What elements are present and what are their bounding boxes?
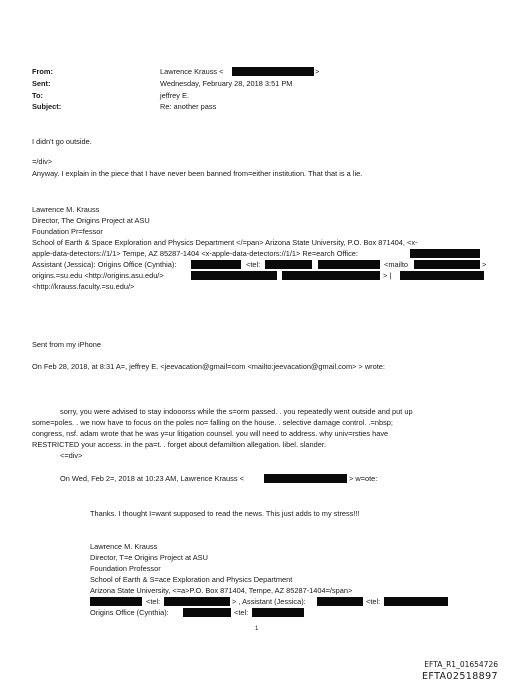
sent-value: Wednesday, February 28, 2018 3:51 PM (160, 79, 293, 88)
redaction-block (384, 597, 448, 606)
signature-line: Arizona State University, <=a>P.O. Box 871404, Tempe, AZ 85287-1404=/span> (90, 586, 353, 595)
redaction-block (414, 260, 480, 269)
redaction-block (317, 597, 363, 606)
signature-line: Foundation Professor (90, 564, 161, 573)
quote-header: On Wed, Feb 2=, 2018 at 10:23 AM, Lawrence Krauss < (60, 474, 244, 483)
from-label: From: (32, 67, 53, 76)
signature-line: School of Earth & S=ace Exploration and Physics Department (90, 575, 293, 584)
bates-number: EFTA02518897 (421, 671, 498, 682)
redaction-block (191, 260, 241, 269)
redaction-block (252, 608, 304, 617)
from-close: > (315, 67, 320, 76)
redaction-block (191, 271, 277, 280)
signature-line: Lawrence M. Krauss (32, 205, 100, 214)
to-value: jeffrey E. (160, 91, 190, 100)
signature-line: Director, T=e Origins Project at ASU (90, 553, 208, 562)
quote-header: > w=ote: (349, 474, 378, 483)
quote-line: sorry, you were advised to stay indooorss while the s=orm passed. . you repeatedly went outside and put up (60, 407, 413, 416)
from-value: Lawrence Krauss < (160, 67, 224, 76)
signature-line: Foundation Pr=fessor (32, 227, 103, 236)
signature-line: apple-data-detectors://1/1> Tempe, AZ 85287-1404 <x-apple-data-detectors://1/1> Re=earch Office: (32, 249, 358, 258)
redaction-block (318, 260, 380, 269)
signature-line: <tel: (246, 260, 261, 269)
signature-line: Director, The Origins Project at ASU (32, 216, 150, 225)
signature-line: Origins Office (Cynthia): (90, 608, 169, 617)
bates-number: EFTA_R1_01654726 (424, 660, 498, 669)
signature-line: <tel: (234, 608, 249, 617)
signature-line: <mailto (384, 260, 409, 269)
signature-line: School of Earth & Space Exploration and Physics Department </=pan> Arizona State University, P.O. Box 871404, <x- (32, 238, 418, 247)
signature-line: > | (383, 271, 392, 280)
redaction-block (164, 597, 230, 606)
quote-line: congress, nsf. adam wrote that he was y=ur litigation counsel. you will need to address. why univ=rsties have (32, 429, 389, 438)
signature-line: > , Assistant (Jessica): (232, 597, 306, 606)
quote-line: some=poles. . we now have to focus on the poles no= falling on the house. . selective damage control. .=nbsp; (32, 418, 393, 427)
sent-label: Sent: (32, 79, 51, 88)
redaction-block (282, 271, 380, 280)
quote-line: RESTRICTED your access. in the pa=t. . forget about defamiltion allegation. libel. slander. (32, 440, 326, 449)
redaction-block (183, 608, 231, 617)
body-line: =/div> (32, 157, 53, 166)
body-line: Anyway. I explain in the piece that I have never been banned from=either institution. That that is a lie. (32, 169, 363, 178)
signature-line: Assistant (Jessica): Origins Office (Cynthia): (32, 260, 177, 269)
signature-line: origins.=su.edu <http://origins.asu.edu/> (32, 271, 164, 280)
quote-header: On Feb 28, 2018, at 8:31 A=, jeffrey E. <jeevacation@gmail=com <mailto:jeevacation@gmail.com> > wrote: (32, 362, 385, 371)
quote-line: Thanks. I thought I=want supposed to read the news. This just adds to my stress!!! (90, 509, 360, 518)
subject-label: Subject: (32, 102, 62, 111)
body-line: I didn't go outside. (32, 137, 92, 146)
signature-line: <tel: (146, 597, 161, 606)
signature-line: <http://krauss.faculty.=su.edu/> (32, 282, 135, 291)
page-number: 1 (255, 626, 259, 632)
redaction-block (90, 597, 142, 606)
subject-value: Re: another pass (160, 102, 217, 111)
redaction-block (264, 474, 347, 483)
to-label: To: (32, 91, 43, 100)
signature-line: Lawrence M. Krauss (90, 542, 158, 551)
redaction-block (232, 67, 314, 76)
redaction-block (400, 271, 484, 280)
quote-line: <=div> (60, 451, 83, 460)
signature-line: <tel: (366, 597, 381, 606)
signature-line: > (482, 260, 487, 269)
redaction-block (410, 249, 480, 258)
sent-from-line: Sent from my iPhone (32, 340, 102, 349)
redaction-block (265, 260, 312, 269)
